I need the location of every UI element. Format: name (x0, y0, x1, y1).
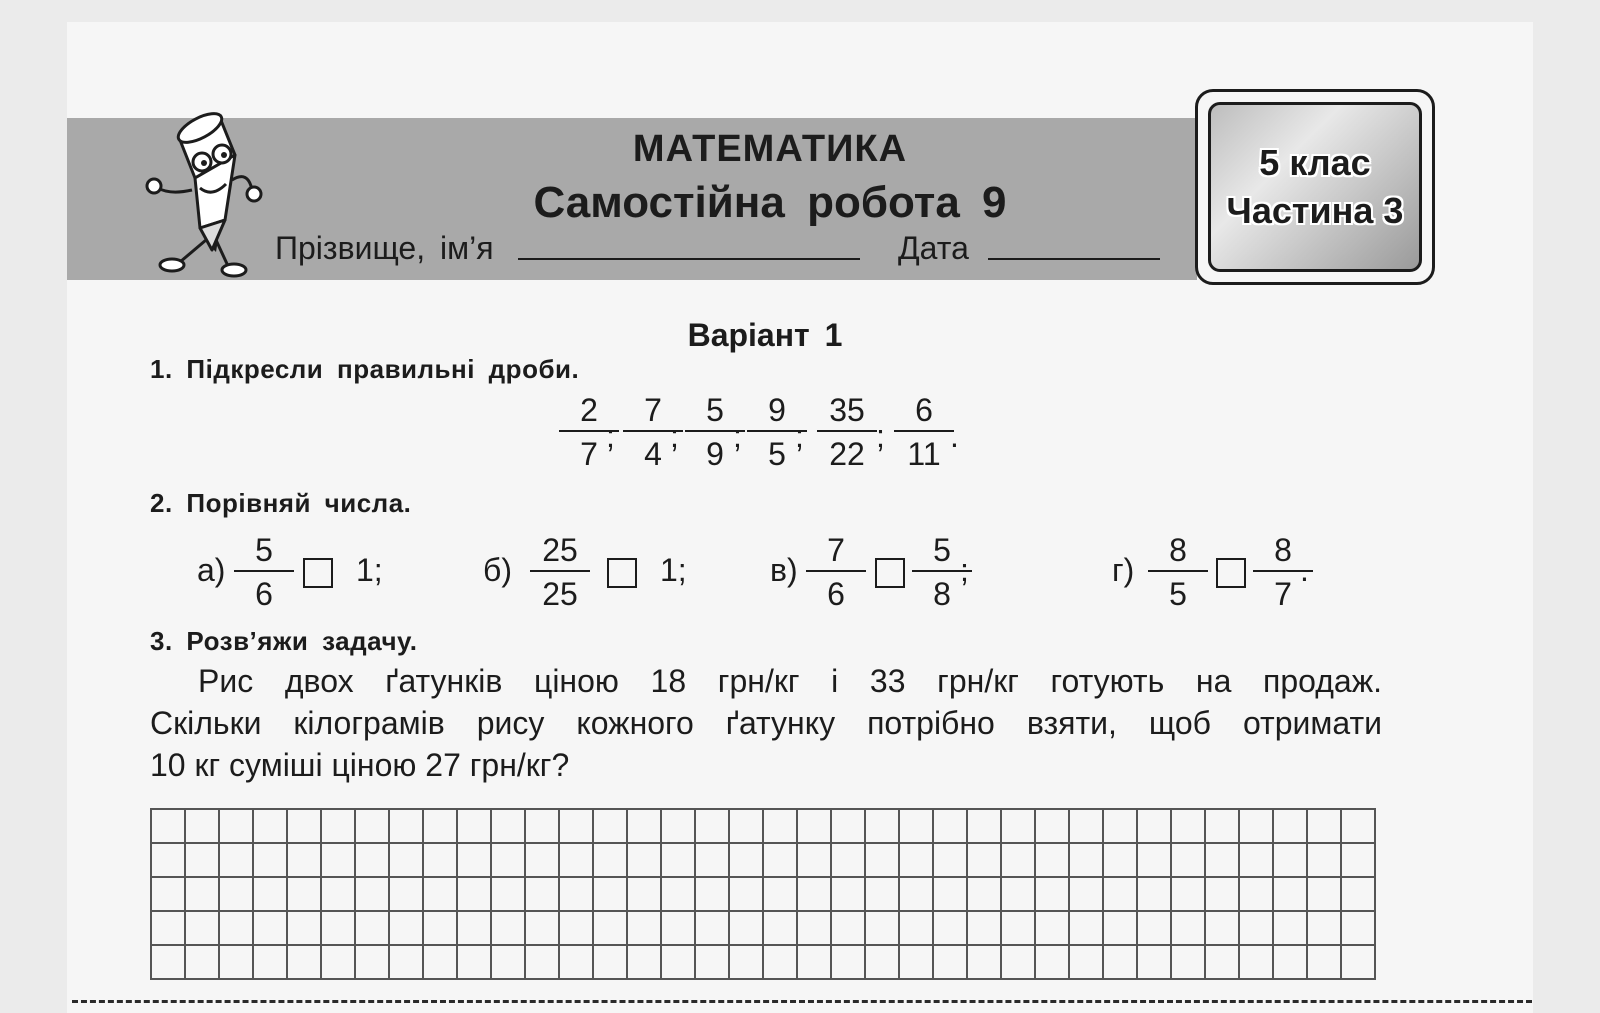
separator: ; (876, 418, 885, 454)
name-label: Прізвище, ім’я (275, 230, 494, 266)
task1-fraction[interactable] (894, 392, 954, 472)
denominator: 6 (234, 570, 294, 612)
name-blank-line[interactable] (518, 258, 860, 260)
grade-label: 5 клас (1259, 142, 1371, 183)
task3-title: 3. Розв’яжи задачу. (150, 626, 418, 656)
pencil-mascot-icon (140, 100, 270, 280)
task1-fraction[interactable] (817, 392, 877, 472)
end-period: . (950, 418, 959, 454)
task3-problem-text (150, 660, 1382, 786)
numerator: 6 (915, 392, 933, 428)
problem-line: 10 кг суміші ціною 27 грн/кг? (150, 747, 570, 783)
denominator: 8 (912, 570, 972, 612)
compare-fraction (806, 532, 866, 612)
denominator: 6 (806, 570, 866, 612)
numerator: 5 (255, 532, 273, 568)
numerator: 5 (706, 392, 724, 428)
denominator: 5 (747, 430, 807, 472)
task2-title: 2. Порівняй числа. (150, 488, 412, 518)
numerator: 9 (768, 392, 786, 428)
numerator: 7 (827, 532, 845, 568)
compare-box-empty-square-icon[interactable] (607, 558, 637, 588)
denominator: 7 (1253, 570, 1313, 612)
end-semicolon: ; (960, 552, 969, 588)
subject-title: МАТЕМАТИКА (632, 128, 908, 170)
grade-badge-inner (1208, 102, 1422, 272)
numerator: 35 (829, 392, 865, 428)
compare-value: 1; (356, 552, 383, 588)
denominator: 22 (817, 430, 877, 472)
numerator: 7 (644, 392, 662, 428)
task1-title: 1. Підкресли правильні дроби. (150, 354, 580, 384)
compare-fraction (1148, 532, 1208, 612)
date-blank-line[interactable] (988, 258, 1160, 260)
part-label: Частина 3 (1226, 190, 1404, 231)
separator: ; (733, 418, 742, 454)
date-label: Дата (898, 230, 969, 266)
numerator: 25 (542, 532, 578, 568)
item-label: г) (1112, 552, 1135, 588)
problem-line: Рис двох ґатунків ціною 18 грн/кг і 33 грн/кг готують на продаж. (198, 663, 1382, 699)
compare-box-empty-square-icon[interactable] (303, 558, 333, 588)
problem-line: Скільки кілограмів рису кожного ґатунку потрібно взяти, щоб отримати (150, 705, 1382, 741)
numerator: 8 (1169, 532, 1187, 568)
item-label: а) (197, 552, 226, 588)
compare-box-empty-square-icon[interactable] (1216, 558, 1246, 588)
separator: ; (670, 418, 679, 454)
work-title: Самостійна робота 9 (533, 178, 1007, 227)
numerator: 2 (580, 392, 598, 428)
denominator: 5 (1148, 570, 1208, 612)
answer-grid[interactable] (150, 808, 1376, 980)
denominator: 9 (685, 430, 745, 472)
item-label: в) (770, 552, 798, 588)
compare-fraction (234, 532, 294, 612)
separator: ; (795, 418, 804, 454)
numerator: 8 (1274, 532, 1292, 568)
cut-line (72, 1000, 1532, 1003)
compare-value: 1; (660, 552, 687, 588)
denominator: 4 (623, 430, 683, 472)
grade-badge (1195, 89, 1435, 285)
compare-fraction (530, 532, 590, 612)
variant-title: Варіант 1 (687, 317, 843, 353)
numerator: 5 (933, 532, 951, 568)
item-label: б) (483, 552, 512, 588)
end-period: . (1300, 552, 1309, 588)
separator: ; (606, 418, 615, 454)
denominator: 7 (559, 430, 619, 472)
denominator: 11 (894, 430, 954, 472)
compare-box-empty-square-icon[interactable] (875, 558, 905, 588)
denominator: 25 (530, 570, 590, 612)
